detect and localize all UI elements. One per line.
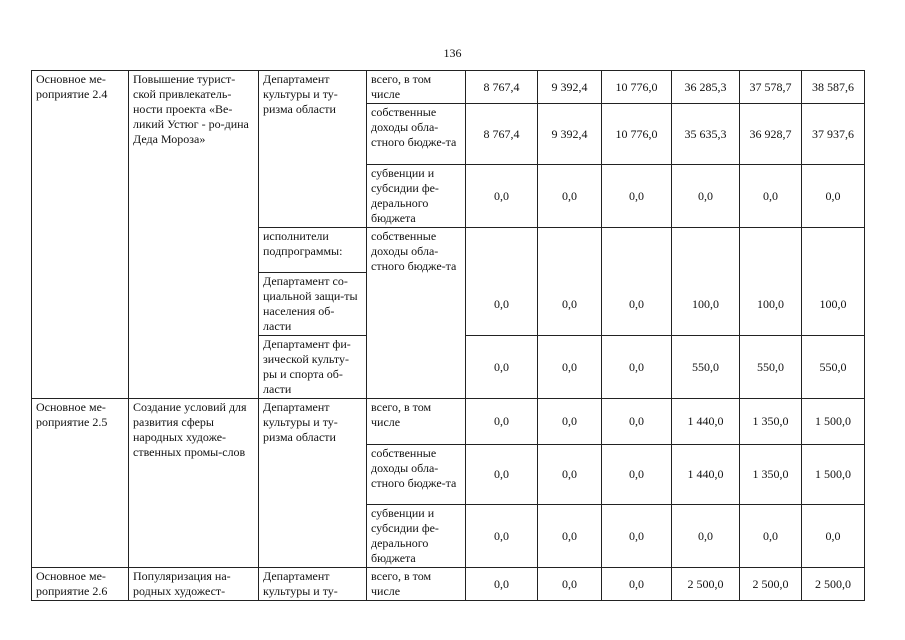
value-cell: 2 500,0: [740, 568, 802, 601]
value-cell: 10 776,0: [602, 71, 672, 104]
value-cell: 37 578,7: [740, 71, 802, 104]
activity-name-cell: Популяризация на-родных художест-: [129, 568, 259, 601]
value-cell: 0,0: [602, 165, 672, 228]
executor-cell: Департамент со-циальной защи-ты населения об-ласти: [259, 273, 367, 336]
funding-source-cell: субвенции и субсидии фе-дерального бюджета: [367, 505, 466, 568]
activity-code-cell: Основное ме-роприятие 2.6: [32, 568, 129, 601]
value-cell: 100,0: [672, 228, 740, 336]
value-cell: 0,0: [602, 336, 672, 399]
page-number: 136: [443, 46, 462, 60]
budget-table: [31, 70, 865, 601]
funding-source-cell: субвенции и субсидии фе-дерального бюджета: [367, 165, 466, 228]
value-cell: 0,0: [538, 228, 602, 336]
value-cell: 9 392,4: [538, 71, 602, 104]
value-cell: 1 500,0: [802, 445, 865, 505]
executor-cell: Департамент культуры и ту-ризма области: [259, 399, 367, 568]
value-cell: 550,0: [672, 336, 740, 399]
funding-source-cell: собственные доходы обла-стного бюдже-та: [367, 104, 466, 165]
value-cell: 9 392,4: [538, 104, 602, 165]
executor-cell: исполнители подпрограммы:: [259, 228, 367, 273]
value-cell: 1 350,0: [740, 399, 802, 445]
funding-source-cell: всего, в том числе: [367, 399, 466, 445]
value-cell: 0,0: [740, 505, 802, 568]
value-cell: 0,0: [538, 445, 602, 505]
value-cell: 550,0: [740, 336, 802, 399]
value-cell: 0,0: [538, 568, 602, 601]
value-cell: 0,0: [602, 399, 672, 445]
value-cell: 0,0: [802, 165, 865, 228]
value-cell: 550,0: [802, 336, 865, 399]
value-cell: 36 928,7: [740, 104, 802, 165]
value-cell: 0,0: [538, 336, 602, 399]
value-cell: 0,0: [466, 568, 538, 601]
value-cell: 37 937,6: [802, 104, 865, 165]
value-cell: 0,0: [466, 445, 538, 505]
value-cell: 8 767,4: [466, 71, 538, 104]
value-cell: 0,0: [538, 399, 602, 445]
value-cell: 1 440,0: [672, 445, 740, 505]
value-cell: 0,0: [466, 228, 538, 336]
value-cell: 35 635,3: [672, 104, 740, 165]
value-cell: 0,0: [538, 505, 602, 568]
table-row: [32, 568, 865, 601]
activity-code-cell: Основное ме-роприятие 2.4: [32, 71, 129, 399]
activity-name-cell: Создание условий для развития сферы народных художе-ственных промы-слов: [129, 399, 259, 568]
value-cell: 0,0: [602, 505, 672, 568]
value-cell: 0,0: [602, 445, 672, 505]
funding-source-cell: собственные доходы обла-стного бюдже-та: [367, 445, 466, 505]
value-cell: 36 285,3: [672, 71, 740, 104]
value-cell: 0,0: [740, 165, 802, 228]
activity-name-cell: Повышение турист-ской привлекатель-ности проекта «Ве-ликий Устюг - ро-дина Деда Мороза»: [129, 71, 259, 399]
value-cell: 10 776,0: [602, 104, 672, 165]
funding-source-cell: собственные доходы обла-стного бюдже-та: [367, 228, 466, 399]
executor-cell: Департамент культуры и ту-ризма области: [259, 71, 367, 228]
value-cell: 38 587,6: [802, 71, 865, 104]
value-cell: 0,0: [802, 505, 865, 568]
table-row: [32, 71, 865, 104]
value-cell: 2 500,0: [802, 568, 865, 601]
value-cell: 100,0: [740, 228, 802, 336]
executor-cell: Департамент фи-зической культу-ры и спорта об-ласти: [259, 336, 367, 399]
value-cell: 1 350,0: [740, 445, 802, 505]
value-cell: 1 500,0: [802, 399, 865, 445]
funding-source-cell: всего, в том числе: [367, 71, 466, 104]
value-cell: 8 767,4: [466, 104, 538, 165]
value-cell: 0,0: [602, 228, 672, 336]
value-cell: 0,0: [466, 505, 538, 568]
value-cell: 0,0: [466, 165, 538, 228]
value-cell: 1 440,0: [672, 399, 740, 445]
value-cell: 2 500,0: [672, 568, 740, 601]
table-row: [32, 399, 865, 445]
value-cell: 100,0: [802, 228, 865, 336]
executor-cell: Департамент культуры и ту-: [259, 568, 367, 601]
value-cell: 0,0: [466, 336, 538, 399]
value-cell: 0,0: [538, 165, 602, 228]
value-cell: 0,0: [602, 568, 672, 601]
activity-code-cell: Основное ме-роприятие 2.5: [32, 399, 129, 568]
value-cell: 0,0: [672, 505, 740, 568]
funding-source-cell: всего, в том числе: [367, 568, 466, 601]
value-cell: 0,0: [466, 399, 538, 445]
value-cell: 0,0: [672, 165, 740, 228]
